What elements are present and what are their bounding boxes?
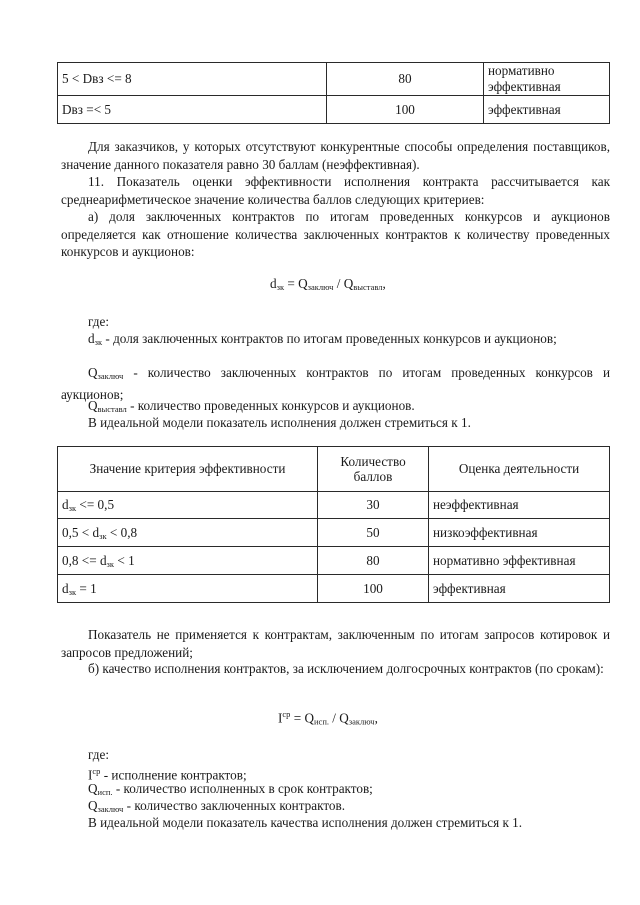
definition-q-vystavl: $Q_{выставл}$ - количество проведенных конкурсов и аукционов. — [88, 398, 415, 414]
paragraph-not-applied: Показатель не применяется к контрактам, заключенным по итогам запросов котировок и запросов предложений; — [61, 627, 610, 660]
rating-cell: низкоэффективная — [429, 519, 610, 547]
table-dvz-continuation — [57, 62, 610, 124]
definition-dzk: $d_{зк}$ - доля заключенных контрактов по итогам проведенных конкурсов и аукционов; — [88, 331, 557, 347]
table-row — [58, 547, 610, 575]
column-header: Количество баллов — [318, 447, 429, 492]
points-cell: 50 — [318, 519, 429, 547]
table-row — [58, 63, 610, 96]
criterion-cell: $d_{зк} = 1$ — [58, 575, 318, 603]
column-header: Оценка деятельности — [429, 447, 610, 492]
definition-q-zakluch-2: $Q_{заключ}$ - количество заключенных контрактов. — [88, 798, 346, 814]
ideal-model-note: В идеальной модели показатель исполнения должен стремиться к 1. — [88, 415, 471, 430]
where-label: где: — [88, 314, 109, 329]
table-row — [58, 492, 610, 519]
rating-cell: эффективная — [429, 575, 610, 603]
table-row — [58, 519, 610, 547]
rating-cell: нормативно эффективная — [429, 547, 610, 575]
paragraph-customers: Для заказчиков, у которых отсутствуют конкурентные способы определения поставщиков, значение данного показателя равно 30 баллам (неэффективная). — [61, 139, 610, 172]
ideal-model-note-2: В идеальной модели показатель качества исполнения должен стремиться к 1. — [88, 815, 523, 830]
points-cell: 100 — [318, 575, 429, 603]
criterion-cell: $d_{зк} <= 0,5$ — [58, 492, 318, 519]
range-cell: Dвз =< 5 — [58, 96, 327, 124]
paragraph-item-b: б) качество исполнения контрактов, за исключением долгосрочных контрактов (по срокам): — [88, 661, 604, 676]
definition-q-zakluch: $Q_{заключ}$ - количество заключенных контрактов по итогам проведенных конкурсов и аукционов; — [61, 365, 610, 402]
rating-cell: неэффективная — [429, 492, 610, 519]
where-label: где: — [88, 747, 109, 762]
table-header-row — [58, 447, 610, 492]
criterion-cell: $0,5 < d_{зк} < 0,8$ — [58, 519, 318, 547]
table-dzk-criteria — [57, 446, 610, 603]
points-cell: 100 — [327, 96, 484, 124]
points-cell: 80 — [318, 547, 429, 575]
formula-icp: $I^{ср} = Q_{исп.} / Q_{заключ}$, — [278, 709, 378, 727]
formula-dzk: $d_{зк} = Q_{заключ} / Q_{выставл}$, — [270, 276, 386, 292]
rating-cell: нормативно эффективная — [484, 63, 610, 96]
definition-q-isp: $Q_{исп.}$ - количество исполненных в срок контрактов; — [88, 781, 373, 797]
paragraph-item-11: 11. Показатель оценки эффективности исполнения контракта рассчитывается как среднеарифметическое значение количества баллов следующих критериев: — [61, 174, 610, 207]
points-cell: 80 — [327, 63, 484, 96]
paragraph-item-a: а) доля заключенных контрактов по итогам проведенных конкурсов и аукционов определяется как отношение количества заключенных контрактов к количеству проведенных конкурсов и аукционов: — [61, 209, 610, 259]
definition-icp: $I^{ср}$ - исполнение контрактов; — [88, 766, 247, 783]
range-cell: 5 < Dвз <= 8 — [58, 63, 327, 96]
points-cell: 30 — [318, 492, 429, 519]
table-row — [58, 575, 610, 603]
rating-cell: эффективная — [484, 96, 610, 124]
table-row — [58, 96, 610, 124]
criterion-cell: $0,8 <= d_{зк} < 1$ — [58, 547, 318, 575]
column-header: Значение критерия эффективности — [58, 447, 318, 492]
